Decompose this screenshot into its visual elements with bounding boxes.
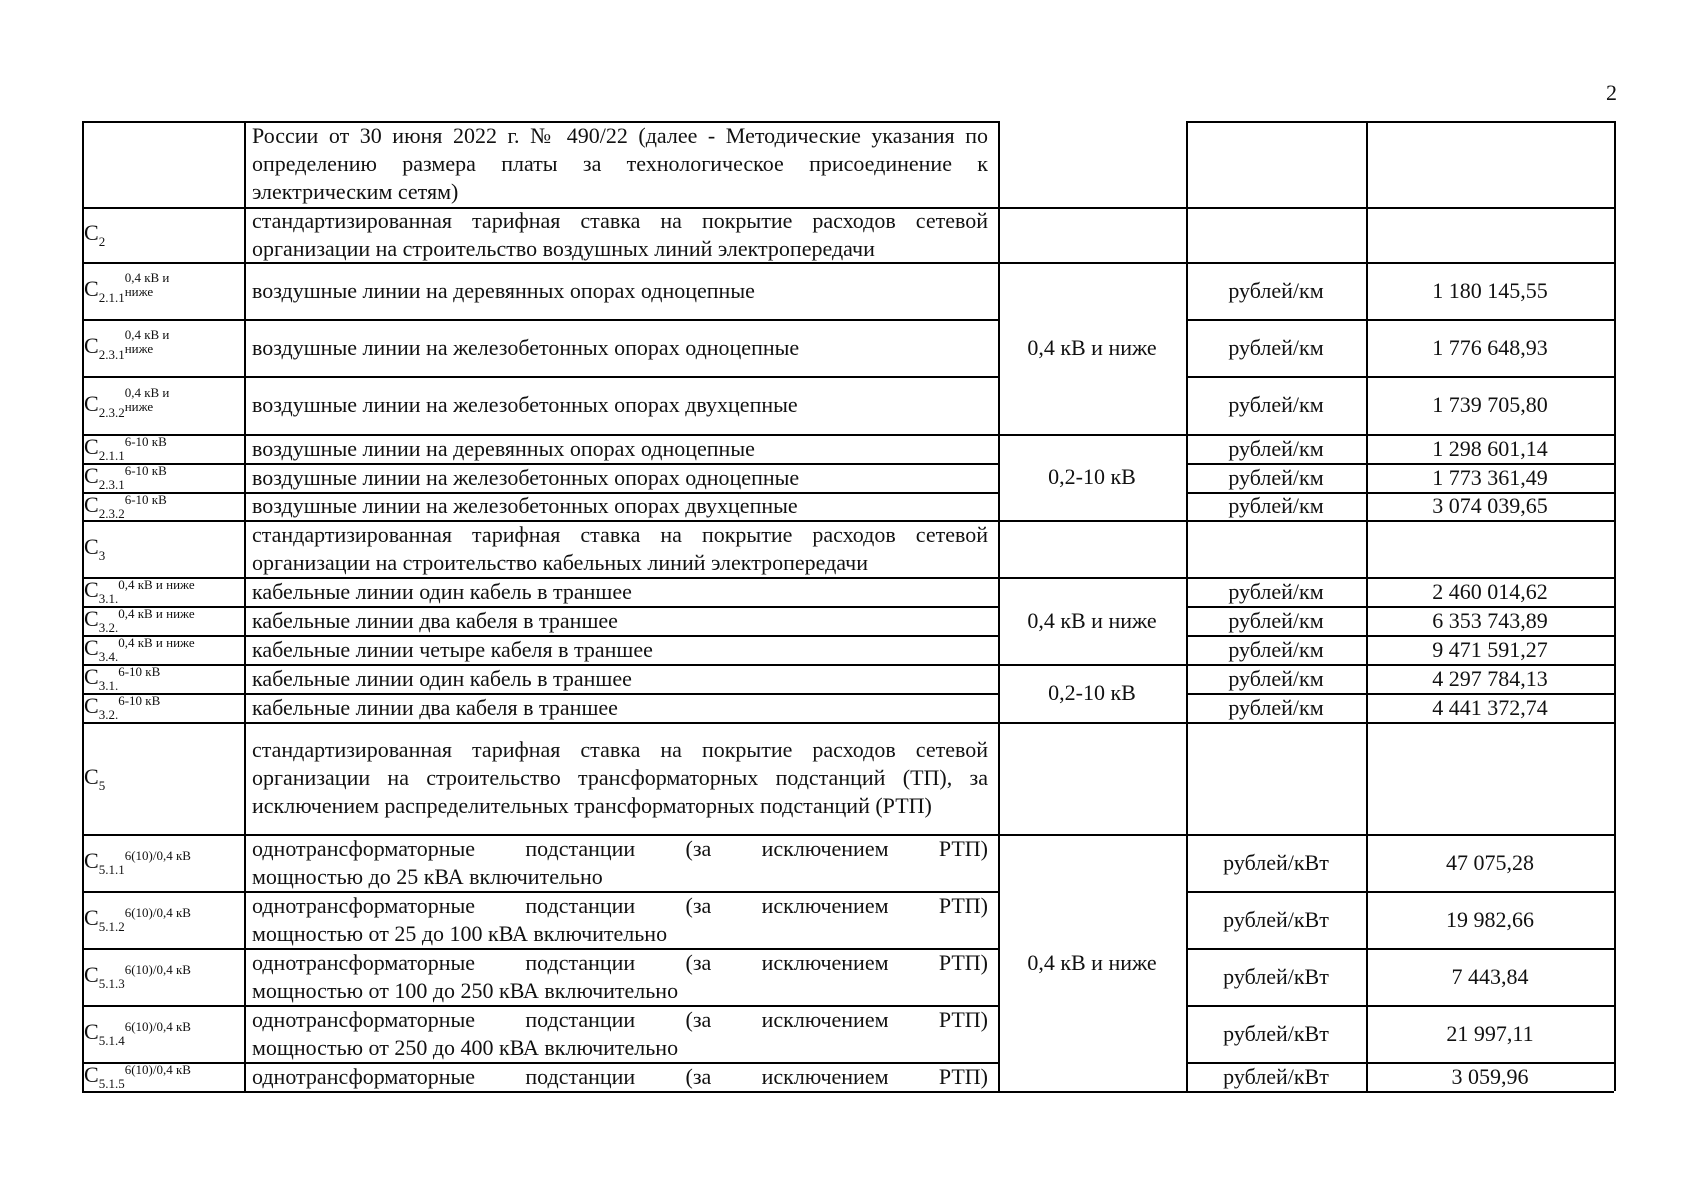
code-subscript: 5.1.2 — [98, 919, 125, 934]
code-subscript: 2.1.1 — [98, 290, 125, 305]
description-line: однотрансформаторные подстанции (за исключением РТП) — [252, 949, 988, 975]
row-unit: рублей/км — [1228, 435, 1324, 461]
row-description — [252, 834, 988, 891]
code-letter: C — [84, 635, 99, 660]
code-subscript: 5.1.3 — [98, 976, 125, 991]
row-code — [84, 664, 242, 693]
row-code — [84, 635, 242, 664]
row-border — [1186, 1091, 1614, 1093]
code-letter: C — [84, 693, 99, 718]
row-description — [252, 434, 988, 463]
code-letter: C — [84, 763, 99, 789]
description-text: воздушные линии на деревянных опорах одноцепные — [252, 435, 755, 461]
code-symbol — [84, 763, 105, 794]
row-description — [252, 1005, 988, 1062]
row-border — [82, 1091, 998, 1093]
code-symbol — [84, 961, 191, 992]
row-unit: рублей/км — [1228, 665, 1324, 691]
code-superscript: 0,4 кВ и ниже — [118, 635, 195, 650]
code-letter: C — [84, 606, 99, 631]
description-text: воздушные линии на железобетонных опорах одноцепные — [252, 464, 800, 490]
row-description — [252, 262, 988, 319]
row-code — [84, 262, 242, 319]
row-value: 21 997,11 — [1446, 1020, 1534, 1046]
voltage-class: 0,2-10 кВ — [1048, 464, 1136, 489]
row-value: 1 739 705,80 — [1432, 392, 1548, 417]
row-unit: рублей/км — [1228, 464, 1324, 490]
row-value: 3 059,96 — [1451, 1063, 1529, 1089]
description-line: однотрансформаторные подстанции (за исключением РТП) — [252, 1006, 988, 1032]
code-subscript: 3.1. — [98, 591, 119, 606]
row-code — [84, 376, 242, 434]
row-unit: рублей/кВт — [1223, 963, 1329, 989]
code-subscript: 2.1.1 — [98, 448, 125, 463]
row-unit: рублей/км — [1228, 334, 1324, 360]
code-letter: C — [84, 962, 99, 987]
code-symbol — [84, 1061, 191, 1092]
code-superscript: 6-10 кВ — [124, 491, 167, 507]
row-code — [84, 1005, 242, 1062]
row-description — [252, 520, 988, 577]
description-line: однотрансформаторные подстанции (за исключением РТП) — [252, 892, 988, 918]
code-symbol — [84, 462, 167, 493]
description-line: мощностью от 250 до 400 кВА включительно — [252, 1034, 679, 1060]
row-value — [1366, 722, 1614, 834]
row-value: 1 298 601,14 — [1432, 435, 1548, 461]
code-symbol — [84, 663, 160, 694]
row-description — [252, 722, 988, 834]
row-code — [84, 891, 242, 948]
row-value — [1366, 520, 1614, 577]
row-value: 47 075,28 — [1446, 849, 1534, 875]
row-code — [84, 121, 242, 207]
code-superscript: 6(10)/0,4 кВ — [124, 905, 191, 920]
code-symbol — [84, 219, 105, 250]
row-code — [84, 463, 242, 492]
description-text: кабельные линии два кабеля в траншее — [252, 694, 618, 720]
row-value — [1366, 121, 1614, 207]
row-unit: рублей/кВт — [1223, 849, 1329, 875]
description-text: воздушные линии на железобетонных опорах одноцепные — [252, 334, 800, 360]
row-description — [252, 606, 988, 635]
description-line: мощностью до 25 кВА включительно — [252, 863, 603, 889]
row-code — [84, 834, 242, 891]
code-superscript: 0,4 кВ и ниже — [124, 327, 170, 356]
code-superscript: 0,4 кВ и ниже — [118, 606, 195, 621]
code-superscript: 6-10 кВ — [118, 693, 161, 708]
row-unit: рублей/км — [1228, 578, 1324, 604]
row-value: 4 297 784,13 — [1432, 665, 1548, 691]
code-superscript: 6(10)/0,4 кВ — [124, 1062, 191, 1077]
voltage-class: 0,4 кВ и ниже — [1027, 949, 1157, 975]
row-description — [252, 891, 988, 948]
row-description — [252, 121, 988, 207]
row-unit: рублей/км — [1228, 493, 1324, 518]
code-symbol — [84, 847, 191, 878]
row-value: 6 353 743,89 — [1432, 607, 1548, 633]
code-symbol — [84, 904, 191, 935]
code-subscript: 5.1.5 — [98, 1076, 125, 1091]
row-description — [252, 664, 988, 693]
description-text: стандартизированная тарифная ставка на покрытие расходов сетевой организации на строительство воздушных линий электропередачи — [252, 207, 988, 261]
description-text: воздушные линии на деревянных опорах одноцепные — [252, 277, 755, 303]
description-line: мощностью от 100 до 250 кВА включительно — [252, 977, 679, 1003]
code-subscript: 5.1.1 — [98, 862, 125, 877]
row-description — [252, 693, 988, 722]
code-superscript: 6-10 кВ — [124, 463, 167, 478]
row-code — [84, 319, 242, 376]
code-symbol — [84, 1018, 191, 1049]
row-value: 1 180 145,55 — [1432, 277, 1548, 303]
code-subscript: 3 — [98, 548, 106, 563]
row-value: 19 982,66 — [1446, 906, 1534, 932]
code-letter: C — [84, 534, 99, 559]
row-code — [84, 434, 242, 463]
row-value: 1 776 648,93 — [1432, 334, 1548, 360]
page-number: 2 — [1606, 80, 1617, 105]
code-subscript: 2 — [98, 234, 106, 249]
row-code — [84, 1062, 242, 1091]
row-unit: рублей/км — [1228, 607, 1324, 633]
code-superscript: 0,4 кВ и ниже — [118, 577, 195, 592]
row-description — [252, 1062, 988, 1091]
code-subscript: 2.3.2 — [98, 404, 125, 420]
code-symbol — [84, 491, 167, 522]
code-subscript: 3.2. — [98, 620, 119, 635]
row-description — [252, 463, 988, 492]
code-symbol — [84, 634, 195, 665]
description-text: России от 30 июня 2022 г. № 490/22 (далее - Методические указания по определению размера платы за технологическое присоединение к электрическим сетям) — [252, 123, 988, 204]
row-code — [84, 520, 242, 577]
row-unit — [1186, 207, 1366, 262]
code-letter: C — [84, 1062, 99, 1087]
code-superscript: 0,4 кВ и ниже — [124, 384, 170, 414]
row-value: 9 471 591,27 — [1432, 636, 1548, 662]
code-subscript: 3.4. — [98, 649, 119, 664]
row-value: 1 773 361,49 — [1432, 464, 1548, 490]
row-unit — [1186, 520, 1366, 577]
table-border-right — [1614, 121, 1616, 1091]
row-code — [84, 492, 242, 520]
code-subscript: 5.1.4 — [98, 1033, 125, 1048]
row-unit — [1186, 121, 1366, 207]
description-text — [252, 1063, 988, 1091]
row-description — [252, 319, 988, 376]
row-unit: рублей/кВт — [1223, 1063, 1329, 1089]
code-superscript: 6-10 кВ — [124, 434, 167, 449]
code-letter: C — [84, 390, 99, 416]
description-text — [252, 892, 988, 948]
row-description — [252, 376, 988, 434]
code-letter: C — [84, 333, 99, 358]
code-letter: C — [84, 434, 99, 459]
description-text: воздушные линии на железобетонных опорах двухцепные — [252, 493, 798, 518]
row-value: 4 441 372,74 — [1432, 694, 1548, 720]
row-value: 2 460 014,62 — [1432, 578, 1548, 604]
code-subscript: 2.3.1 — [98, 477, 125, 492]
row-code — [84, 948, 242, 1005]
row-code — [84, 722, 242, 834]
description-line: мощностью от 25 до 100 кВА включительно — [252, 920, 668, 946]
code-symbol — [84, 605, 195, 636]
code-letter: C — [84, 664, 99, 689]
code-letter: C — [84, 848, 99, 873]
code-letter: C — [84, 577, 99, 602]
description-text: кабельные линии один кабель в траншее — [252, 665, 632, 691]
row-description — [252, 492, 988, 520]
row-unit: рублей/кВт — [1223, 1020, 1329, 1046]
row-border — [998, 1091, 1186, 1093]
description-text: кабельные линии четыре кабеля в траншее — [252, 636, 653, 662]
description-text: стандартизированная тарифная ставка на покрытие расходов сетевой организации на строительство трансформаторных подстанций (ТП), за исключением распределительных трансформаторных подстанций (РТП) — [252, 737, 988, 818]
description-text — [252, 835, 988, 891]
description-line: однотрансформаторные подстанции (за исключением РТП) — [252, 835, 988, 861]
code-symbol — [84, 327, 195, 363]
description-text — [252, 949, 988, 1005]
row-code — [84, 207, 242, 262]
code-superscript: 6(10)/0,4 кВ — [124, 1019, 191, 1034]
code-letter: C — [84, 220, 99, 245]
code-subscript: 2.3.2 — [98, 505, 125, 521]
row-description — [252, 635, 988, 664]
code-letter: C — [84, 1019, 99, 1044]
row-unit: рублей/км — [1228, 694, 1324, 720]
code-superscript: 6-10 кВ — [118, 664, 161, 679]
row-unit — [1186, 722, 1366, 834]
code-subscript: 3.2. — [98, 707, 119, 722]
code-symbol — [84, 270, 195, 306]
code-superscript: 6(10)/0,4 кВ — [124, 848, 191, 863]
description-line: однотрансформаторные подстанции (за исключением РТП) — [252, 1063, 988, 1089]
code-letter: C — [84, 276, 99, 301]
description-text: кабельные линии один кабель в траншее — [252, 578, 632, 604]
row-code — [84, 606, 242, 635]
row-code — [84, 577, 242, 606]
code-superscript: 0,4 кВ и ниже — [124, 270, 170, 299]
row-unit: рублей/км — [1228, 277, 1324, 303]
row-unit: рублей/кВт — [1223, 906, 1329, 932]
row-description — [252, 948, 988, 1005]
row-code — [84, 693, 242, 722]
description-text — [252, 1006, 988, 1062]
description-text: стандартизированная тарифная ставка на покрытие расходов сетевой организации на строительство кабельных линий электропередачи — [252, 521, 988, 575]
row-value: 3 074 039,65 — [1432, 493, 1548, 518]
row-value: 7 443,84 — [1451, 963, 1529, 989]
code-letter: C — [84, 491, 99, 517]
code-subscript: 2.3.1 — [98, 347, 125, 362]
code-subscript: 3.1. — [98, 678, 119, 693]
code-subscript: 5 — [98, 777, 106, 793]
code-symbol — [84, 533, 105, 564]
voltage-class: 0,4 кВ и ниже — [1027, 607, 1157, 633]
code-symbol — [84, 576, 195, 607]
code-superscript: 6(10)/0,4 кВ — [124, 962, 191, 977]
description-text: воздушные линии на железобетонных опорах двухцепные — [252, 392, 798, 417]
row-description — [252, 207, 988, 262]
code-symbol — [84, 692, 160, 723]
row-unit: рублей/км — [1228, 392, 1324, 417]
voltage-class: 0,4 кВ и ниже — [1027, 335, 1157, 360]
voltage-class: 0,2-10 кВ — [1048, 680, 1136, 705]
code-letter: C — [84, 463, 99, 488]
code-letter: C — [84, 905, 99, 930]
row-value — [1366, 207, 1614, 262]
description-text: кабельные линии два кабеля в траншее — [252, 607, 618, 633]
row-description — [252, 577, 988, 606]
code-symbol — [84, 384, 195, 421]
code-symbol — [84, 433, 167, 464]
row-unit: рублей/км — [1228, 636, 1324, 662]
